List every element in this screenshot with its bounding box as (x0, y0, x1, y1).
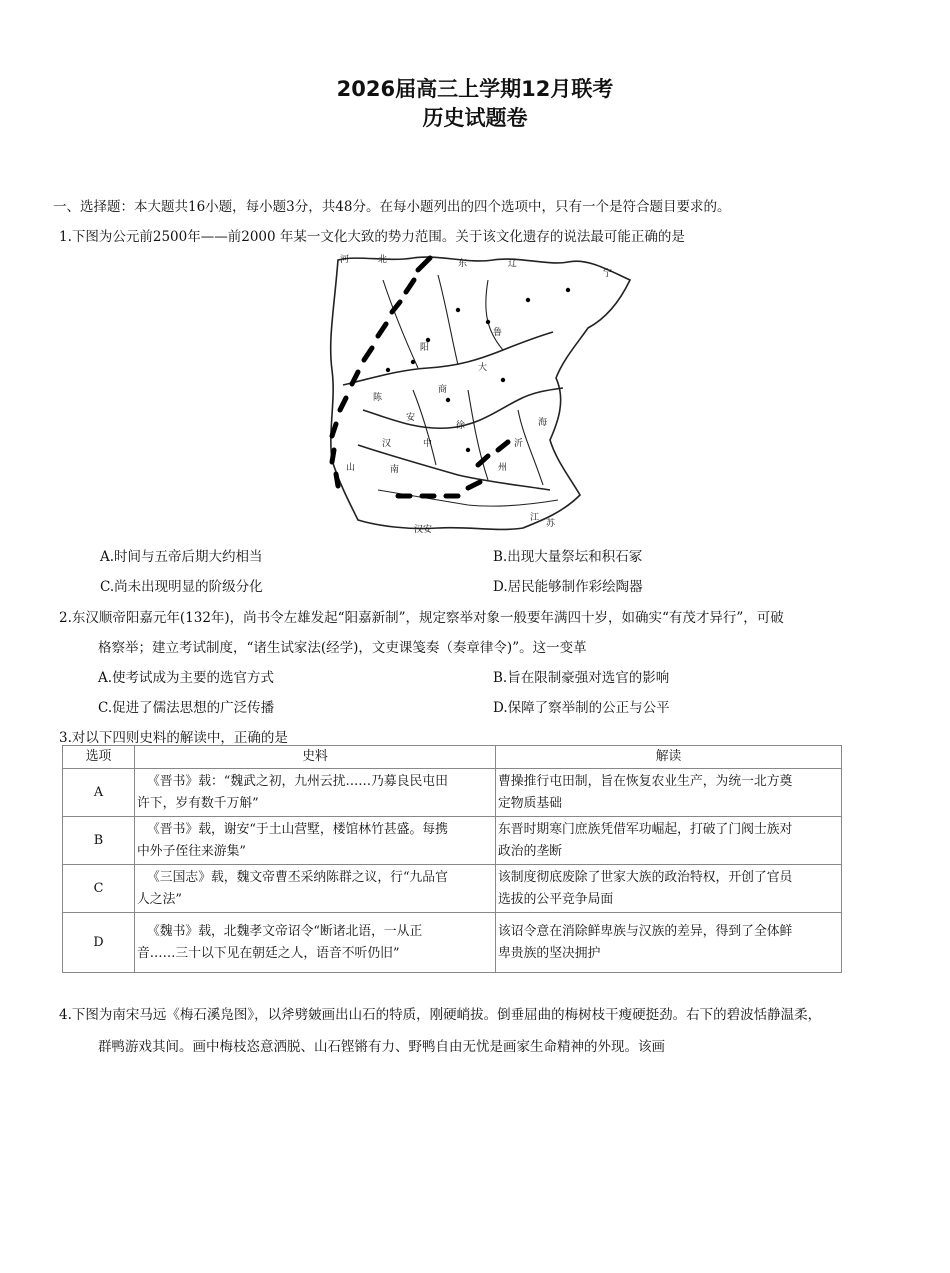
q4-stem-line2: 群鸭游戏其间。画中梅枝恣意洒脱、山石铿锵有力、野鸭自由无忧是画家生命精神的外现。该画 (98, 1039, 665, 1055)
source-line: 《魏书》载，北魏孝文帝诏令“断诸北语，一从正 (147, 923, 423, 939)
reading-line: 卑贵族的坚决拥护 (498, 945, 601, 961)
map-label: 山 (346, 463, 356, 473)
q2-option-d: D.保障了察举制的公正与公平 (493, 700, 670, 716)
map-label: 徐 (456, 421, 466, 431)
map-label: 沂 (514, 439, 524, 449)
reading-line: 定物质基础 (498, 795, 562, 811)
row-source (135, 865, 496, 913)
culture-range-map (318, 250, 636, 538)
map-label: 商 (438, 385, 448, 395)
reading-line: 曹操推行屯田制，旨在恢复农业生产，为统一北方奠 (498, 773, 793, 789)
source-line: 《晋书》载，谢安“于土山营墅，楼馆林竹甚盛。每携 (147, 821, 448, 837)
q3-stem: 3.对以下四则史料的解读中，正确的是 (59, 730, 288, 746)
map-label: 北 (378, 255, 388, 265)
section-instructions: 一、选择题：本大题共16小题，每小题3分，共48分。在每小题列出的四个选项中，只有一个是符合题目要求的。 (53, 199, 731, 215)
map-label: 汉安 (414, 525, 433, 535)
row-reading (496, 865, 842, 913)
q2-option-a: A.使考试成为主要的选官方式 (98, 670, 275, 686)
map-label: 南 (390, 465, 400, 475)
row-source (135, 769, 496, 817)
row-option: C (63, 865, 135, 913)
q1-stem: 1.下图为公元前2500年——前2000 年某一文化大致的势力范围。关于该文化遗存的说法最可能正确的是 (59, 229, 685, 245)
exam-subject: 历史试题卷 (422, 106, 528, 130)
table-row (63, 913, 842, 973)
source-line: 音……三十以下见在朝廷之人，语音不听仍旧” (137, 945, 400, 961)
q1-option-a: A.时间与五帝后期大约相当 (100, 549, 263, 565)
row-reading (496, 769, 842, 817)
q3-source-table (62, 745, 842, 973)
map-label: 海 (538, 418, 548, 428)
reading-line: 选拔的公平竞争局面 (498, 891, 614, 907)
map-label: 中 (423, 439, 433, 449)
source-line: 《晋书》载：“魏武之初，九州云扰……乃募良民屯田 (147, 773, 448, 789)
map-label: 辽 (508, 259, 518, 269)
reading-line: 东晋时期寒门庶族凭借军功崛起，打破了门阀士族对 (498, 821, 793, 837)
q2-stem-line1: 2.东汉顺帝阳嘉元年(132年)，尚书令左雄发起“阳嘉新制”，规定察举对象一般要年满四十岁，如确实“有茂才异行”，可破 (59, 610, 784, 626)
row-option: B (63, 817, 135, 865)
source-line: 中外子侄往来游集” (137, 843, 246, 859)
source-line: 《三国志》载，魏文帝曹丕采纳陈群之议，行“九品官 (147, 869, 448, 885)
map-label: 河 (340, 255, 350, 265)
map-label: 大 (478, 363, 488, 373)
table-row (63, 817, 842, 865)
header-option: 选项 (63, 746, 135, 769)
table-row (63, 769, 842, 817)
row-reading (496, 913, 842, 973)
reading-line: 政治的垄断 (498, 843, 562, 859)
source-line: 许下，岁有数千万斛” (137, 795, 259, 811)
map-label: 阳 (420, 343, 430, 353)
q2-option-b: B.旨在限制豪强对选官的影响 (493, 670, 670, 686)
row-option: A (63, 769, 135, 817)
map-label: 陈 (373, 393, 383, 403)
map-label: 宁 (603, 269, 613, 279)
source-line: 人之法” (137, 891, 182, 907)
row-reading (496, 817, 842, 865)
header-source: 史料 (135, 746, 496, 769)
map-label: 鲁 (493, 328, 503, 338)
row-source (135, 817, 496, 865)
q4-stem-line1: 4.下图为南宋马远《梅石溪凫图》，以斧劈皴画出山石的特质，刚硬峭拔。倒垂屈曲的梅树枝干瘦硬挺劲。右下的碧波恬静温柔， (59, 1007, 822, 1023)
map-label: 汉 (382, 439, 392, 449)
exam-title: 2026届高三上学期12月联考 (336, 77, 614, 101)
q1-option-c: C.尚未出现明显的阶级分化 (100, 579, 263, 595)
reading-line: 该制度彻底废除了世家大族的政治特权，开创了官员 (498, 869, 793, 885)
q2-option-c: C.促进了儒法思想的广泛传播 (98, 700, 275, 716)
q2-stem-line2: 格察举；建立考试制度，“诸生试家法(经学)，文吏课笺奏（奏章律令)”。这一变革 (98, 640, 587, 656)
q1-option-d: D.居民能够制作彩绘陶器 (493, 579, 643, 595)
table-row (63, 865, 842, 913)
header-reading: 解读 (496, 746, 842, 769)
map-label: 江 (530, 513, 540, 523)
table-header-row (63, 746, 842, 769)
row-option: D (63, 913, 135, 973)
row-source (135, 913, 496, 973)
reading-line: 该诏令意在消除鲜卑族与汉族的差异，得到了全体鲜 (498, 923, 793, 939)
map-label: 州 (498, 463, 508, 473)
map-label: 东 (458, 259, 468, 269)
map-label: 安 (406, 413, 416, 423)
q1-option-b: B.出现大量祭坛和积石冢 (493, 549, 643, 565)
map-label: 苏 (546, 519, 556, 529)
